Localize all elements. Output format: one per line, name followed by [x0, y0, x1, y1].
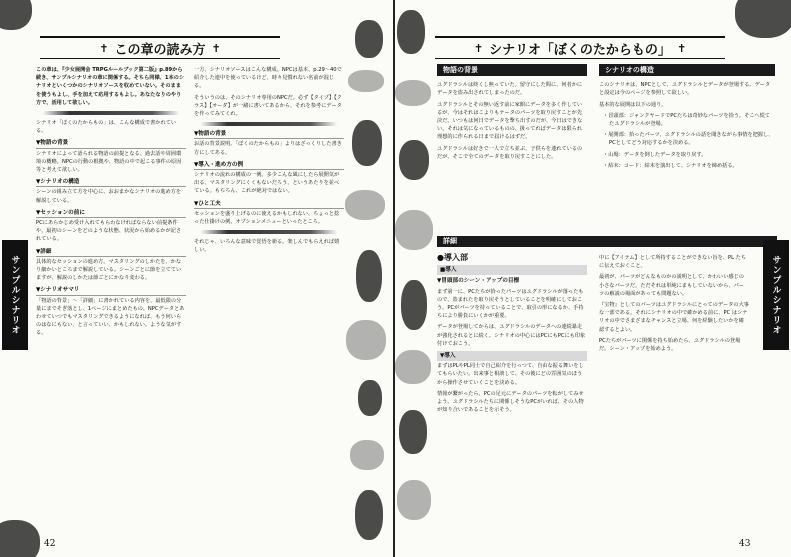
- divider: [42, 111, 180, 115]
- left-page: [0, 0, 395, 557]
- cross-ornament-icon: ✝: [473, 41, 484, 55]
- ink-splatter: [397, 480, 431, 520]
- sample-note: シナリオ「ぼくのたからもの」は、こんな構成で書かれている。: [36, 120, 177, 135]
- section-heading: ▼シナリオサマリ: [36, 286, 186, 295]
- ink-splatter: [356, 250, 382, 302]
- page-number: 42: [44, 539, 56, 549]
- ink-splatter: [397, 10, 425, 54]
- ink-splatter: [355, 490, 383, 540]
- detail-text: データが登場してからは、ユグドラシルのデータへの連続暴走が強化されるとに続く。シナリオの中心にはPCにもPCにも印象付けておこう。: [437, 324, 586, 347]
- side-tab: サンプルシナリオ: [2, 240, 28, 350]
- structure-bullet: ・結末：コード：結末を演出して、シナリオを締め括る。: [603, 162, 738, 169]
- ink-splatter: [395, 210, 433, 250]
- left-column-1: [36, 66, 186, 341]
- ink-splatter: [348, 70, 384, 92]
- ink-splatter: [352, 120, 382, 166]
- corner-ink: [0, 0, 32, 30]
- corner-ink: [735, 0, 791, 38]
- section-header: シナリオの構造: [599, 64, 775, 76]
- page-title: ✝ この章の読み方 ✝: [40, 36, 280, 59]
- section-text: お話の背景説明。「ぼくのたからもの」よりはざっくりした書き方にしてある。: [194, 141, 342, 156]
- structure-intro: 基本的な展開は以下の通り。: [599, 101, 667, 108]
- structure-bullet: ・冒頭部：ジャンクヤードでPCたちは奇妙なパーツを拾う。そこへ慌てたユグドラシルが登場。: [603, 112, 770, 128]
- ink-splatter: [358, 380, 382, 416]
- detail-text: まずはPLやPL同士で自己紹介を行っつて、自由な振る舞いをしてもらいたい。出来事と相談して、その後にどの雰囲気のほうから操作させていくことを決める。: [437, 363, 584, 386]
- ink-splatter: [399, 410, 427, 454]
- section-heading: ▼導入・進め方の例: [194, 161, 344, 170]
- section-text: 「物語の背景」～「詳細」に書かれている内容を、最低限の分量にまでそぎ落とし、1ページにまとめたもの。NPCデータとあわせていつでもマスタリングできるようになれば、もう何いらのはなにもない、と言っていい、かもしれない。ような気がする。: [36, 297, 185, 337]
- detail-column-2: [599, 254, 749, 356]
- section-header: 物語の背景: [437, 64, 587, 76]
- divider: [200, 122, 338, 126]
- detail-text: 情報が繋がったら、PCの足元にデータのパーツを転がしてみせよう。ユグドラシルたちに関係しそうなPCがいれば、その人物が知り合いであることを示そう。: [437, 390, 584, 414]
- intro-text: この章は、『少女展開会 TRPGルールブック第二版』p.89から続き、サンプルシナリオの章に関係する。そちら同様、1本のシナリオといくつかのシナリオソースを収めていない。そのままを使うもよし、手を加えて応用するもよし。あなたなりのやり方で、活用して欲しい。: [36, 67, 185, 106]
- side-tab: サンプルシナリオ: [763, 240, 789, 350]
- outro-text: それじゃ、いろんな意味で覚悟を新る。楽しんでもらえれば嬉しい。: [194, 239, 340, 254]
- detail-text: PCたちがパーツに関係を持ち始めたら、ユグドラシルの登場だ。シーン・アップを始めよう。: [599, 337, 741, 353]
- section-heading: ▼物語の背景: [194, 130, 344, 139]
- cross-ornament-icon: ✝: [211, 41, 221, 55]
- ink-splatter: [355, 20, 383, 58]
- ink-splatter: [395, 350, 431, 384]
- background-text: ユグドラシルとその無い返す前に家館にデータを多く作しているが、今はそれはこよりもテータのパーツを取り戻すことが先決だ。いつもは何日でデータを撃ち出すのだが、今日はできない。それは気になっているものの、扱ってればデータは限られ理想的に作られる日まで届けるはずだ。: [437, 101, 583, 141]
- section-text: 具体的なセッションの進め方。マスタリングのしかたを、かなり細かいところまで解説している。シーンごとに節を立てていますが、解説のしかたは節ごとにかなり変わる。: [36, 258, 182, 282]
- structure-intro: このシナリオは、NPCとして、ユグドラシルとデータが登場する。データと設定は今のページを参照して欲しい。: [599, 82, 771, 97]
- section-heading: ▼物語の背景: [36, 139, 186, 148]
- ink-splatter: [395, 80, 431, 106]
- detail-text: 中に【アイテム】として所持することができない旨を、PL たちに伝えておくこと。: [599, 255, 747, 270]
- detail-header: 詳細: [437, 236, 777, 247]
- structure-bullet: ・展開部：拾ったパーツ、ユグドラシルの話を聞きながら事情を把握し、PCとしてどう対応するかを決める。: [603, 132, 774, 147]
- page-number: 43: [739, 539, 751, 549]
- scene-heading: ●導入部: [437, 253, 468, 262]
- section-heading: ▼シナリオの構造: [36, 178, 186, 187]
- detail-column-1: [437, 254, 587, 417]
- background-text: ユグドラシルは好きで一人で立ち並ぶ、子供らを連れているのだが、そこで全てのデータを取り戻すことにした。: [437, 145, 583, 160]
- intro-text: そういうのは、そのシナリオ専用のNPCだ。必ず【タイプ】【クラス】【オーダ】が一緒に書いてあるから、それを参考にデータを作ってみてくれ。: [194, 94, 342, 118]
- section-text: セッションを盛り上げるのに使えるかもしれない、ちょっと捻った仕掛けの例。オプションメニューといったところ。: [194, 210, 340, 226]
- background-text: ユグドラシルは終くし無っていた。留守にした間に、何者かにデータを盗み出されてしまったのだ。: [437, 82, 583, 97]
- section-text: シーンの組み立て方を中心に、おおまかなシナリオの進め方を解説している。: [36, 189, 182, 204]
- sub-heading: ■導入: [437, 265, 587, 275]
- section-heading: ▼ひと工夫: [194, 200, 344, 209]
- ink-splatter: [346, 320, 386, 360]
- detail-text: 最初が、パーツがどんなものかの説明として、かわいい感じの小さなパーツだ。ただそれは単純にまもしていないから、パーツの解説の場面があっても問題ない。: [599, 274, 745, 297]
- cross-ornament-icon: ✝: [99, 41, 109, 55]
- sub-heading: ▼冒頭部のシーン・アップの目標: [437, 278, 520, 285]
- left-column-2: [194, 66, 344, 258]
- section-text: PCにあらかじめ受け入れてもらわなければならない前提条件や、最初のシーンをどのような状態、状況から始めるかが記されている。: [36, 220, 182, 243]
- ink-splatter: [401, 280, 427, 330]
- section-heading: ▼セッションの前に: [36, 209, 186, 218]
- ink-splatter: [345, 190, 385, 220]
- cross-ornament-icon: ✝: [676, 41, 687, 55]
- detail-text: 『宝物』としてのパーツはユグドラシルにとってのデータの大事な一部である。それにシナリオの中で確かめる前に、PC はシナリオの中でさまざまなチャンスと立場、何を経験したいかを確認するとよい。: [599, 302, 749, 333]
- section-heading: ▼詳細: [36, 248, 186, 257]
- structure-bullet: ・山場：データを倒したデータを取り戻す。: [603, 151, 707, 158]
- page-title: ✝ シナリオ「ぼくのたからもの」 ✝: [435, 36, 725, 59]
- section-text: シナリオによって語られる物語の前提となる、過去話や周囲環境の概略。NPCの行動の根拠や、物語の中で起こる事件の原因等と考えて欲しい。: [36, 150, 182, 174]
- sub-heading: ▼導入: [437, 351, 587, 361]
- ink-splatter: [350, 440, 384, 470]
- corner-ink: [0, 520, 40, 557]
- ink-splatter: [399, 140, 429, 180]
- structure-section: [599, 64, 775, 173]
- detail-text: まず第一に、PCたちが拾ったパーツはユグドラシルが落ったもので、盗まれたを取り戻そうとしていることを明確にしておこう。PCがパーツを持っていることで、取引の形になるか、手持ちにより勝負にいくかが重要。: [437, 288, 584, 320]
- divider: [200, 230, 338, 234]
- intro-text: 一方、シナリオソースはこんな構成。NPCは基本、p.29～40で紹介した連中を使っているけど、時々見慣れない名前が混じる。: [194, 67, 342, 90]
- section-text: シナリオの流れの構成の一例。多少こんな風にしたら展開気が出る、マスタリングにくくもないだろう、というあたりを並べている。もちろん、これが絶対ではない。: [194, 172, 340, 195]
- right-page: [395, 0, 791, 557]
- background-section: [437, 64, 587, 164]
